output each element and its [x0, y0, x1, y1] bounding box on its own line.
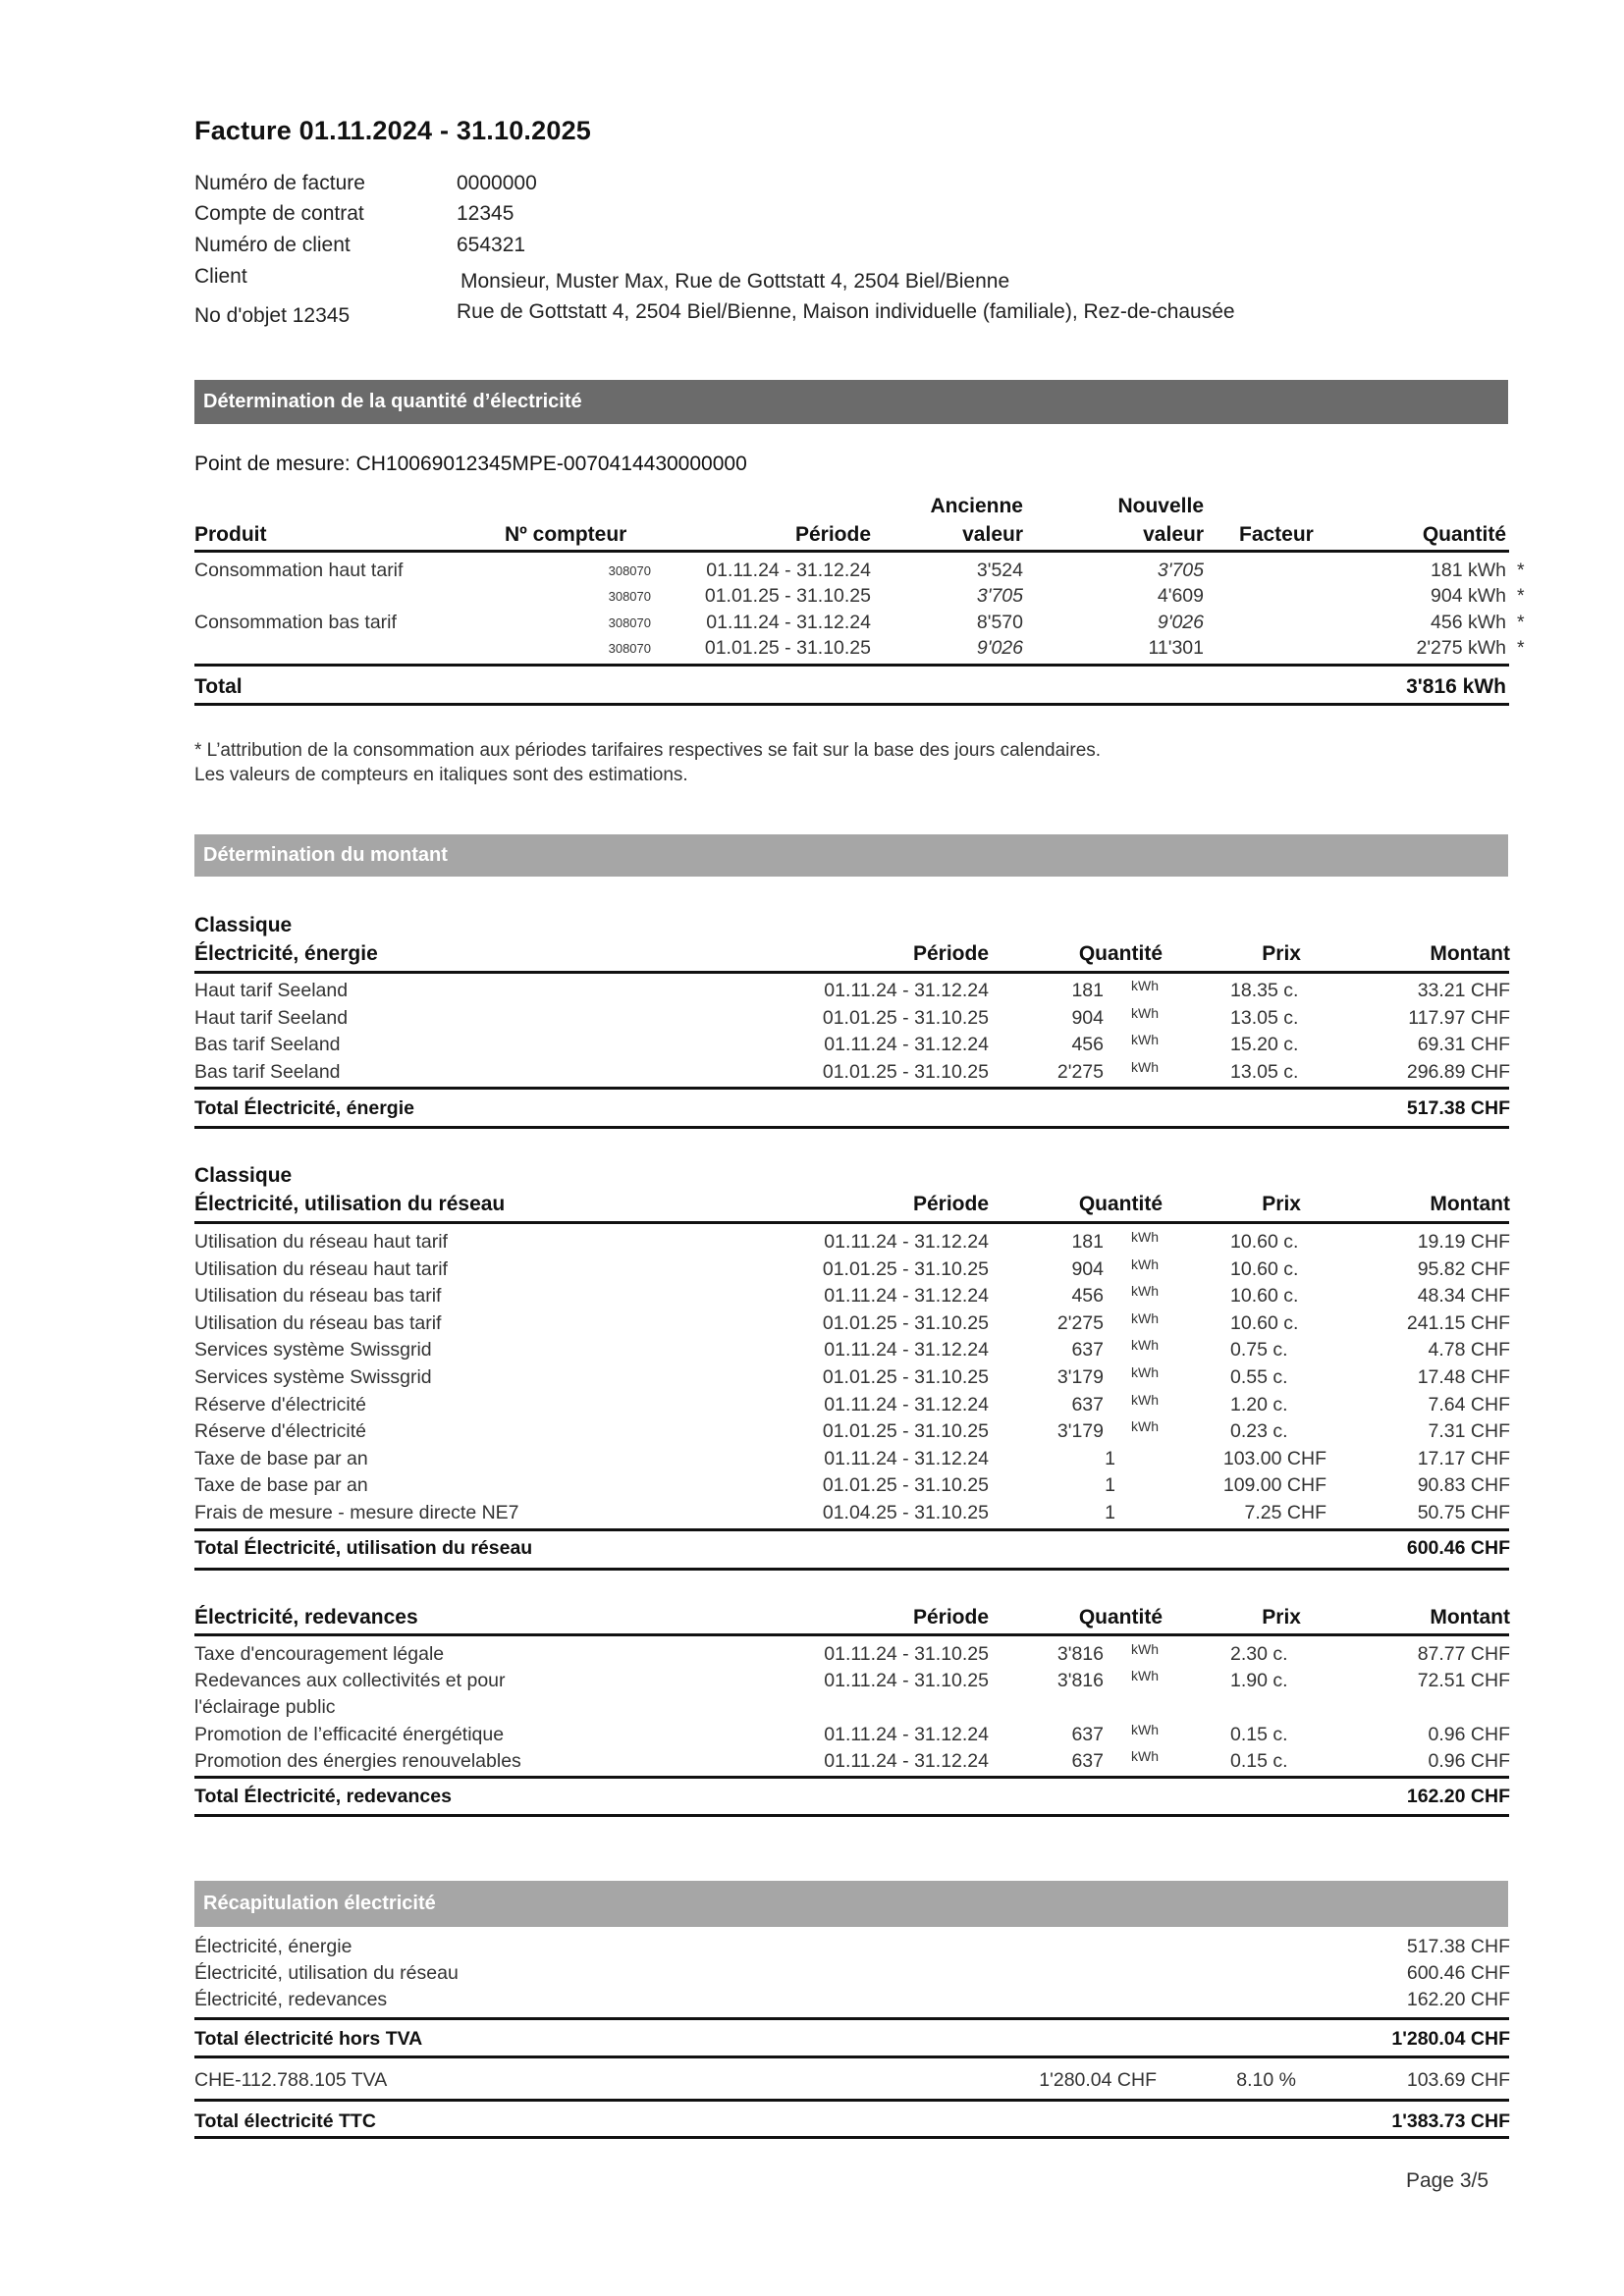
prix: 103.00 CHF [1222, 1447, 1326, 1469]
item-label: Utilisation du réseau bas tarif [194, 1285, 442, 1308]
item-label: Utilisation du réseau haut tarif [194, 1257, 448, 1280]
unit-label: kWh [1131, 1229, 1159, 1245]
meta-value-contract: 12345 [457, 202, 514, 225]
prix: 0.55 c. [1230, 1366, 1288, 1388]
nouvelle-valeur-estimated: 3'705 [1157, 560, 1204, 581]
meta-label-invoice-number: Numéro de facture [194, 172, 365, 194]
periode: 01.11.24 - 31.10.25 [824, 1643, 989, 1665]
quantite: 456 [1071, 1285, 1104, 1308]
ancienne-valeur: 8'570 [976, 612, 1023, 633]
total-value-reseau: 600.46 CHF [1406, 1537, 1510, 1559]
summary-value-redevances: 162.20 CHF [1406, 1989, 1510, 2010]
col-header-montant: Montant [1430, 942, 1510, 965]
prix: 0.15 c. [1230, 1723, 1288, 1745]
montant: 0.96 CHF [1428, 1723, 1510, 1745]
quantite: 1 [1105, 1474, 1115, 1497]
meta-label-object: No d'objet 12345 [194, 304, 351, 327]
tva-label: CHE-112.788.105 TVA [194, 2069, 388, 2091]
col-header-produit: Produit [194, 523, 267, 546]
quantite: 637 [1071, 1339, 1104, 1362]
montant: 241.15 CHF [1406, 1311, 1510, 1334]
quantite: 904 [1071, 1006, 1104, 1029]
prix: 0.15 c. [1230, 1749, 1288, 1772]
group-label: Classique [194, 914, 293, 936]
quantite: 456 kWh [1431, 612, 1506, 633]
montant: 4.78 CHF [1428, 1339, 1510, 1362]
periode: 01.11.24 - 31.10.25 [824, 1670, 989, 1692]
subsection-title-redevances: Électricité, redevances [194, 1606, 418, 1629]
item-label: Taxe de base par an [194, 1474, 368, 1497]
col-header-periode: Période [912, 1606, 989, 1629]
quantite: 1 [1105, 1447, 1115, 1469]
ancienne-valeur: 3'524 [976, 560, 1023, 581]
col-header-periode: Période [794, 523, 871, 546]
item-label: Promotion de l’efficacité énergétique [194, 1723, 505, 1745]
subsection-title-reseau: Électricité, utilisation du réseau [194, 1193, 506, 1215]
summary-label-energie: Électricité, énergie [194, 1936, 352, 1957]
periode: 01.01.25 - 31.10.25 [704, 637, 871, 659]
prix: 10.60 c. [1230, 1257, 1299, 1280]
prix: 7.25 CHF [1244, 1502, 1326, 1523]
total-label-redevances: Total Électricité, redevances [194, 1786, 452, 1807]
unit-label: kWh [1131, 1032, 1159, 1047]
montant: 296.89 CHF [1406, 1060, 1510, 1083]
section-title-quantity: Détermination de la quantité d’électricité [203, 391, 582, 412]
item-label: Utilisation du réseau haut tarif [194, 1231, 448, 1253]
item-label: Taxe d'encouragement légale [194, 1643, 445, 1665]
divider [194, 2017, 1509, 2020]
meta-label-client: Client [194, 265, 247, 288]
prix: 10.60 c. [1230, 1285, 1299, 1308]
col-header-quantite: Quantité [1078, 1193, 1163, 1215]
quantite: 3'179 [1056, 1420, 1104, 1443]
unit-label: kWh [1131, 1641, 1159, 1657]
total-ht-value: 1'280.04 CHF [1391, 2028, 1510, 2050]
col-header-prix: Prix [1262, 942, 1301, 965]
total-label: Total [194, 675, 243, 698]
divider [194, 1568, 1509, 1571]
periode: 01.11.24 - 31.12.24 [824, 1339, 989, 1362]
prix: 0.75 c. [1230, 1339, 1288, 1362]
item-label: Services système Swissgrid [194, 1366, 432, 1388]
quantite: 904 kWh [1431, 585, 1506, 607]
compteur: 308070 [608, 589, 651, 604]
tva-value: 103.69 CHF [1406, 2069, 1510, 2091]
col-header-nouvelle-1: Nouvelle [1117, 495, 1204, 517]
item-label: Bas tarif Seeland [194, 1034, 341, 1055]
divider [194, 2136, 1509, 2139]
page-number: Page 3/5 [1406, 2169, 1489, 2192]
group-label: Classique [194, 1164, 293, 1187]
produit: Consommation bas tarif [194, 612, 397, 633]
quantite: 2'275 [1056, 1060, 1104, 1083]
quantite: 637 [1071, 1723, 1104, 1745]
periode: 01.01.25 - 31.10.25 [822, 1366, 989, 1388]
meta-value-object: Rue de Gottstatt 4, 2504 Biel/Bienne, Maison individuelle (familiale), Rez-de-chausée [457, 300, 1235, 323]
col-header-nouvelle-2: valeur [1143, 523, 1204, 546]
prix: 18.35 c. [1230, 980, 1299, 1001]
compteur: 308070 [608, 563, 651, 578]
footnote-mark: * [1517, 560, 1525, 581]
divider [194, 1633, 1509, 1636]
montant: 50.75 CHF [1417, 1502, 1510, 1523]
divider [194, 971, 1509, 974]
item-label: Bas tarif Seeland [194, 1060, 341, 1083]
periode: 01.11.24 - 31.12.24 [824, 1723, 989, 1745]
item-label-continued: l'éclairage public [194, 1696, 336, 1719]
footnote-mark: * [1517, 637, 1525, 659]
footnote-mark: * [1517, 585, 1525, 607]
divider [194, 550, 1509, 553]
quantite: 637 [1071, 1749, 1104, 1772]
divider [194, 1221, 1509, 1224]
col-header-prix: Prix [1262, 1193, 1301, 1215]
prix: 1.20 c. [1230, 1393, 1288, 1415]
unit-label: kWh [1131, 978, 1159, 993]
total-ttc-value: 1'383.73 CHF [1391, 2110, 1510, 2132]
montant: 87.77 CHF [1417, 1643, 1510, 1665]
footnote-italic: Les valeurs de compteurs en italiques sont des estimations. [194, 765, 688, 785]
col-header-montant: Montant [1430, 1606, 1510, 1629]
quantite: 904 [1071, 1257, 1104, 1280]
col-header-ancienne-2: valeur [962, 523, 1023, 546]
summary-label-reseau: Électricité, utilisation du réseau [194, 1962, 459, 1984]
col-header-prix: Prix [1262, 1606, 1301, 1629]
quantite: 2'275 [1056, 1311, 1104, 1334]
total-label-reseau: Total Électricité, utilisation du réseau [194, 1537, 533, 1559]
unit-label: kWh [1131, 1391, 1159, 1408]
montant: 72.51 CHF [1417, 1670, 1510, 1692]
periode: 01.01.25 - 31.10.25 [822, 1474, 989, 1497]
subsection-title-energie: Électricité, énergie [194, 942, 378, 965]
unit-label: kWh [1131, 1309, 1159, 1326]
divider [194, 703, 1509, 706]
col-header-periode: Période [912, 1193, 989, 1215]
unit-label: kWh [1131, 1337, 1159, 1354]
montant: 90.83 CHF [1417, 1474, 1510, 1497]
footnote-calendar: * L’attribution de la consommation aux périodes tarifaires respectives se fait sur la base des jours calendaires. [194, 740, 1102, 761]
prix: 109.00 CHF [1222, 1474, 1326, 1497]
prix: 10.60 c. [1230, 1311, 1299, 1334]
item-label: Taxe de base par an [194, 1447, 368, 1469]
periode: 01.11.24 - 31.12.24 [824, 1285, 989, 1308]
col-header-montant: Montant [1430, 1193, 1510, 1215]
divider [194, 1126, 1509, 1129]
prix: 13.05 c. [1230, 1006, 1299, 1029]
periode: 01.11.24 - 31.12.24 [706, 560, 871, 581]
montant: 7.31 CHF [1428, 1420, 1510, 1443]
compteur: 308070 [608, 641, 651, 656]
divider [194, 2099, 1509, 2102]
invoice-title: Facture 01.11.2024 - 31.10.2025 [194, 116, 592, 145]
montant: 95.82 CHF [1417, 1257, 1510, 1280]
quantite: 3'816 [1056, 1670, 1104, 1692]
nouvelle-valeur-estimated: 9'026 [1157, 612, 1204, 633]
total-ttc-label: Total électricité TTC [194, 2110, 376, 2132]
periode: 01.11.24 - 31.12.24 [824, 1231, 989, 1253]
summary-value-reseau: 600.46 CHF [1406, 1962, 1510, 1984]
montant: 48.34 CHF [1417, 1285, 1510, 1308]
divider [194, 664, 1509, 667]
montant: 17.17 CHF [1417, 1447, 1510, 1469]
ancienne-valeur-estimated: 3'705 [976, 585, 1023, 607]
col-header-compteur: Nº compteur [505, 523, 627, 546]
montant: 17.48 CHF [1417, 1366, 1510, 1388]
nouvelle-valeur: 4'609 [1157, 585, 1204, 607]
quantite: 637 [1071, 1393, 1104, 1415]
montant: 33.21 CHF [1417, 980, 1510, 1001]
periode: 01.11.24 - 31.12.24 [706, 612, 871, 633]
item-label: Réserve d'électricité [194, 1420, 366, 1443]
unit-label: kWh [1131, 1668, 1159, 1684]
footnote-mark: * [1517, 612, 1525, 633]
periode: 01.01.25 - 31.10.25 [822, 1257, 989, 1280]
unit-label: kWh [1131, 1004, 1159, 1021]
periode: 01.11.24 - 31.12.24 [824, 1749, 989, 1772]
meta-value-client: Monsieur, Muster Max, Rue de Gottstatt 4, 2504 Biel/Bienne [460, 270, 1010, 293]
quantite: 2'275 kWh [1416, 637, 1506, 659]
nouvelle-valeur: 11'301 [1148, 637, 1204, 659]
col-header-quantite: Quantité [1078, 942, 1163, 965]
meta-value-client-number: 654321 [457, 234, 526, 256]
periode: 01.01.25 - 31.10.25 [822, 1060, 989, 1083]
item-label: Services système Swissgrid [194, 1339, 432, 1362]
col-header-periode: Période [912, 942, 989, 965]
ancienne-valeur-estimated: 9'026 [976, 637, 1023, 659]
total-quantity: 3'816 kWh [1406, 675, 1506, 698]
section-band-summary [194, 1881, 1508, 1927]
compteur: 308070 [608, 615, 651, 630]
periode: 01.01.25 - 31.10.25 [822, 1311, 989, 1334]
periode: 01.04.25 - 31.10.25 [822, 1502, 989, 1523]
quantite: 181 [1071, 980, 1104, 1001]
total-value-redevances: 162.20 CHF [1406, 1786, 1510, 1807]
item-label: Promotion des énergies renouvelables [194, 1749, 521, 1772]
unit-label: kWh [1131, 1255, 1159, 1272]
quantite: 181 kWh [1431, 560, 1506, 581]
total-value-energie: 517.38 CHF [1406, 1097, 1510, 1119]
meta-label-contract: Compte de contrat [194, 202, 364, 225]
meta-label-client-number: Numéro de client [194, 234, 351, 256]
unit-label: kWh [1131, 1721, 1159, 1737]
total-label-energie: Total Électricité, énergie [194, 1097, 414, 1119]
unit-label: kWh [1131, 1747, 1159, 1764]
periode: 01.11.24 - 31.12.24 [824, 1447, 989, 1469]
item-label: Haut tarif Seeland [194, 1006, 349, 1029]
col-header-facteur: Facteur [1239, 523, 1314, 546]
quantite: 3'179 [1056, 1366, 1104, 1388]
summary-label-redevances: Électricité, redevances [194, 1989, 388, 2010]
periode: 01.11.24 - 31.12.24 [824, 1393, 989, 1415]
prix: 2.30 c. [1230, 1643, 1288, 1665]
quantite: 3'816 [1056, 1643, 1104, 1665]
quantite: 181 [1071, 1231, 1104, 1253]
section-title-summary: Récapitulation électricité [203, 1893, 436, 1914]
unit-label: kWh [1131, 1364, 1159, 1380]
unit-label: kWh [1131, 1058, 1159, 1075]
divider [194, 1528, 1509, 1531]
divider [194, 1814, 1509, 1817]
col-header-quantite: Quantité [1422, 523, 1506, 546]
tva-rate: 8.10 % [1236, 2069, 1296, 2091]
section-band-quantity [194, 380, 1508, 424]
montant: 69.31 CHF [1417, 1034, 1510, 1055]
summary-value-energie: 517.38 CHF [1406, 1936, 1510, 1957]
unit-label: kWh [1131, 1418, 1159, 1435]
item-label: Haut tarif Seeland [194, 980, 349, 1001]
quantite: 1 [1105, 1502, 1115, 1523]
total-ht-label: Total électricité hors TVA [194, 2028, 423, 2050]
col-header-quantite: Quantité [1078, 1606, 1163, 1629]
item-label: Frais de mesure - mesure directe NE7 [194, 1502, 519, 1523]
prix: 13.05 c. [1230, 1060, 1299, 1083]
tva-base: 1'280.04 CHF [1039, 2069, 1157, 2091]
divider [194, 2056, 1509, 2058]
meta-value-invoice-number: 0000000 [457, 172, 537, 194]
periode: 01.01.25 - 31.10.25 [822, 1006, 989, 1029]
item-label: Redevances aux collectivités et pour [194, 1670, 506, 1692]
quantite: 456 [1071, 1034, 1104, 1055]
produit: Consommation haut tarif [194, 560, 404, 581]
divider [194, 1776, 1509, 1779]
prix: 0.23 c. [1230, 1420, 1288, 1443]
section-title-amount: Détermination du montant [203, 844, 448, 866]
montant: 19.19 CHF [1417, 1231, 1510, 1253]
divider [194, 1087, 1509, 1090]
periode: 01.11.24 - 31.12.24 [824, 1034, 989, 1055]
periode: 01.01.25 - 31.10.25 [704, 585, 871, 607]
unit-label: kWh [1131, 1283, 1159, 1300]
prix: 15.20 c. [1230, 1034, 1299, 1055]
col-header-ancienne-1: Ancienne [930, 495, 1023, 517]
montant: 117.97 CHF [1408, 1006, 1510, 1029]
periode: 01.11.24 - 31.12.24 [824, 980, 989, 1001]
item-label: Utilisation du réseau bas tarif [194, 1311, 442, 1334]
periode: 01.01.25 - 31.10.25 [822, 1420, 989, 1443]
montant: 0.96 CHF [1428, 1749, 1510, 1772]
section-band-amount [194, 834, 1508, 877]
prix: 1.90 c. [1230, 1670, 1288, 1692]
montant: 7.64 CHF [1428, 1393, 1510, 1415]
measuring-point: Point de mesure: CH10069012345MPE-0070414430000000 [194, 453, 747, 475]
item-label: Réserve d'électricité [194, 1393, 366, 1415]
prix: 10.60 c. [1230, 1231, 1299, 1253]
